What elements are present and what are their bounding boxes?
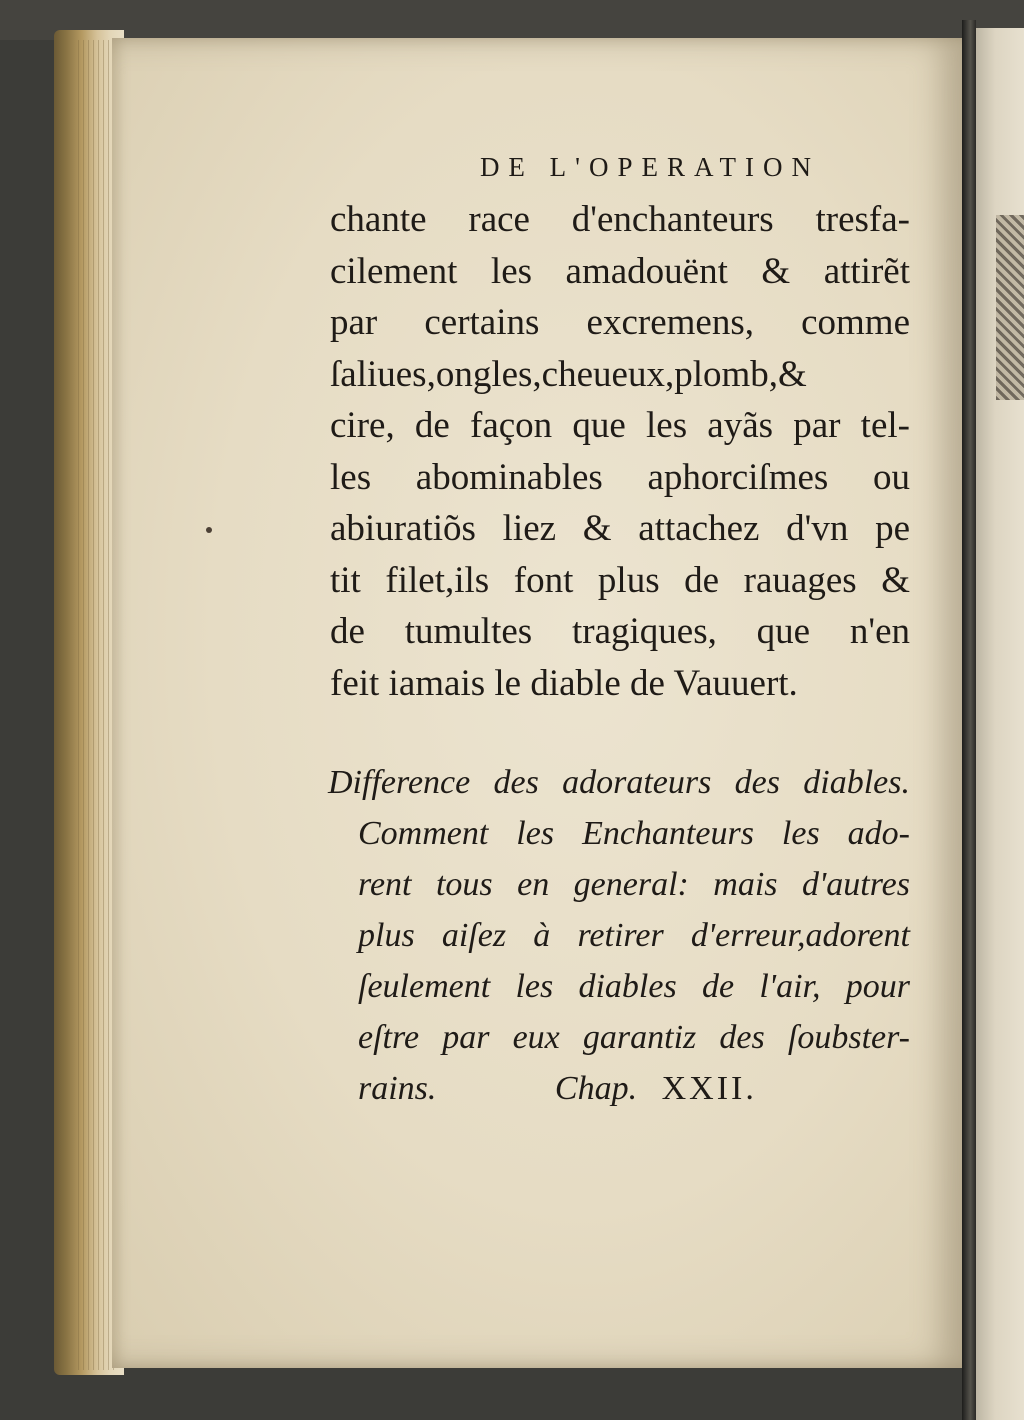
- body-paragraph: [330, 194, 910, 709]
- body-line: cire, de façon que les ayãs par tel-: [330, 405, 910, 446]
- body-line: cilement les amadouënt & attirẽt: [330, 250, 910, 292]
- body-line: abiuratiõs liez & attachez d'vn pe: [330, 508, 910, 549]
- chapter-number: XXII.: [661, 1070, 757, 1107]
- running-head: DE L'OPERATION: [479, 152, 821, 182]
- heading-last-line: [328, 1063, 910, 1114]
- page-text: [330, 140, 910, 1114]
- facing-page-ornament: [996, 215, 1024, 400]
- body-line: tit filet,ils font plus de rauages &: [330, 559, 910, 601]
- heading-line: eſtre par eux garantiz des ſoubster-: [358, 1019, 910, 1056]
- heading-line: plus aiſez à retirer d'erreur,adorent: [358, 917, 910, 954]
- paper-spot: [206, 527, 212, 533]
- background: [0, 0, 1024, 40]
- body-line: ſaliues,ongles,cheueux,plomb,&: [330, 353, 807, 395]
- body-line: par certains excremens, comme: [330, 302, 910, 343]
- body-line: feit iamais le diable de Vauuert.: [330, 662, 798, 704]
- heading-line-start: rains.: [358, 1070, 437, 1107]
- heading-line: Comment les Enchanteurs les ado-: [358, 815, 910, 852]
- heading-line: rent tous en general: mais d'autres: [358, 866, 910, 903]
- chapter-heading: [328, 757, 910, 1114]
- chapter-label: Chap.: [554, 1070, 638, 1107]
- body-line: chante race d'enchanteurs tresfa-: [330, 199, 910, 240]
- heading-line: ſeulement les diables de l'air, pour: [358, 968, 910, 1005]
- heading-line: Difference des adorateurs des diables.: [328, 764, 910, 801]
- book-gutter: [962, 20, 976, 1420]
- body-line: les abominables aphorciſmes ou: [330, 456, 910, 498]
- body-line: de tumultes tragiques, que n'en: [330, 611, 910, 652]
